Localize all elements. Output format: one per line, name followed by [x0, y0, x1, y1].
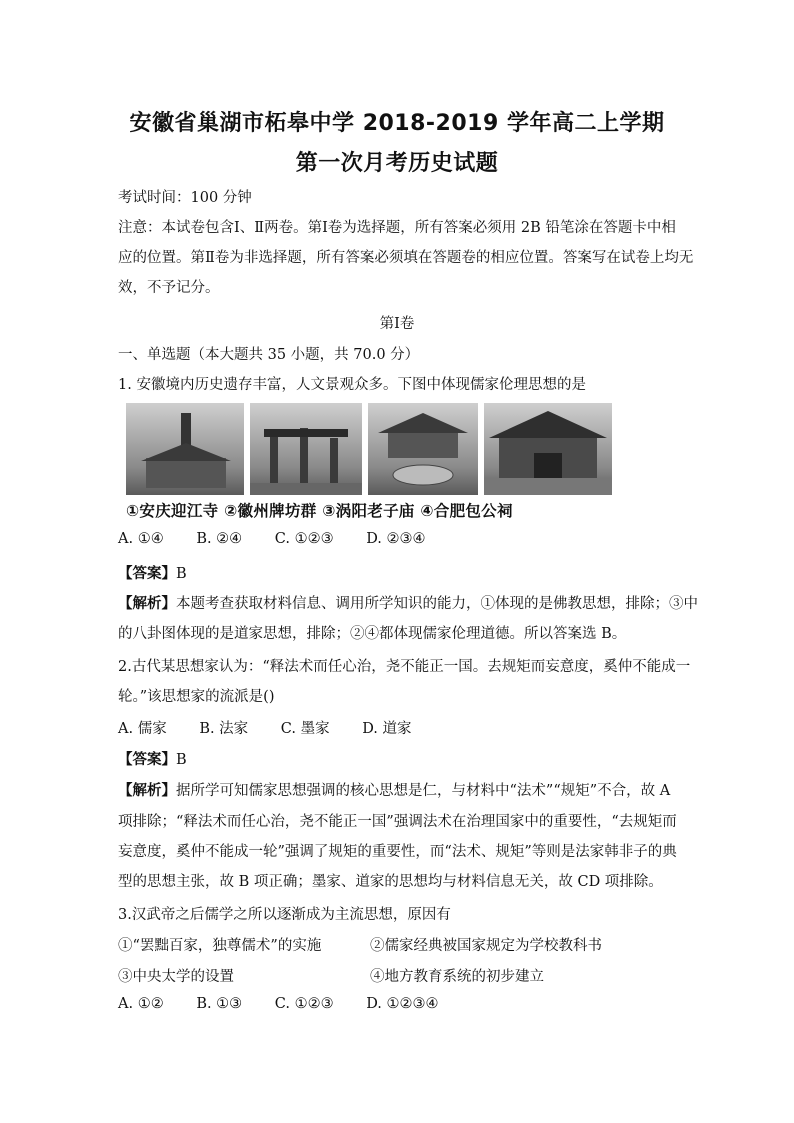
shrine-icon	[484, 403, 612, 495]
section-heading: 一、单选题（本大题共 35 小题，共 70.0 分）	[118, 347, 420, 363]
question-1-analysis-line-1	[118, 592, 698, 613]
archway-icon	[250, 403, 362, 495]
question-1-answer	[118, 562, 187, 583]
question-2-option-a: A. 儒家	[118, 721, 167, 737]
question-3-options	[118, 996, 467, 1012]
question-2-analysis-line-1	[118, 779, 670, 800]
question-2-options	[118, 717, 440, 738]
volume-label: 第Ⅰ卷	[379, 316, 415, 332]
question-1-option-c: C. ①②③	[274, 531, 334, 547]
question-3-stem: 3.汉武帝之后儒学之所以逐渐成为主流思想，原因有	[118, 907, 451, 923]
analysis-text: 本题考查获取材料信息、调用所学知识的能力，①体现的是佛教思想，排除；③中	[176, 596, 698, 612]
question-1-analysis-line-2: 的八卦图体现的是道家思想，排除；②④都体现儒家伦理道德。所以答案选 B。	[118, 626, 627, 642]
question-2-option-c: C. 墨家	[280, 721, 330, 737]
notice-line-2: 应的位置。第Ⅱ卷为非选择题，所有答案必须填在答题卷的相应位置。答案写在试卷上均无	[118, 250, 694, 266]
pagoda-icon	[126, 403, 244, 495]
question-2-analysis-line-2: 项排除；“释法术而任心治，尧不能正一国”强调法术在治理国家中的重要性，“去规矩而	[118, 814, 677, 830]
analysis-label: 【解析】	[118, 783, 176, 799]
question-1-options	[118, 531, 454, 547]
photo-huizhou-archway	[250, 403, 362, 495]
question-3-option-c: C. ①②③	[274, 996, 334, 1012]
question-1-option-a: A. ①④	[118, 531, 164, 547]
question-3-item-3: ③中央太学的设置	[118, 969, 234, 985]
question-1-option-d: D. ②③④	[366, 531, 426, 547]
answer-label: 【答案】	[118, 752, 176, 768]
question-2-stem-line-1: 2.古代某思想家认为：“释法术而任心治，尧不能正一国。去规矩而妄意度，奚仲不能成一	[118, 659, 691, 675]
page-title-line2: 第一次月考历史试题	[295, 151, 499, 176]
exam-time: 考试时间：100 分钟	[118, 190, 252, 206]
question-1-photo-strip	[126, 403, 612, 521]
question-2-stem-line-2: 轮。”该思想家的流派是()	[118, 689, 275, 705]
question-2-option-b: B. 法家	[199, 721, 249, 737]
question-1-stem: 1. 安徽境内历史遗存丰富，人文景观众多。下图中体现儒家伦理思想的是	[118, 377, 586, 393]
question-3-item-2: ②儒家经典被国家规定为学校教科书	[370, 938, 602, 954]
answer-value: B	[176, 566, 187, 582]
question-3-option-b: B. ①③	[196, 996, 243, 1012]
temple-icon	[368, 403, 478, 495]
question-3-option-a: A. ①②	[118, 996, 164, 1012]
question-2-option-d: D. 道家	[362, 721, 412, 737]
analysis-text: 据所学可知儒家思想强调的核心思想是仁，与材料中“法术”“规矩”不合，故 A	[176, 783, 671, 799]
photo-woyang-laozi-temple	[368, 403, 478, 495]
analysis-label: 【解析】	[118, 596, 176, 612]
photo-anqing-temple	[126, 403, 244, 495]
question-2-answer	[118, 748, 187, 769]
question-2-analysis-line-4: 型的思想主张，故 B 项正确；墨家、道家的思想均与材料信息无关，故 CD 项排除。	[118, 874, 663, 890]
question-1-option-b: B. ②④	[196, 531, 243, 547]
answer-value: B	[176, 752, 187, 768]
question-3-item-4: ④地方教育系统的初步建立	[370, 969, 544, 985]
question-2-analysis-line-3: 妄意度，奚仲不能成一轮”强调了规矩的重要性，而“法术、规矩”等则是法家韩非子的典	[118, 844, 677, 860]
page-title-line1: 安徽省巢湖市柘皋中学 2018-2019 学年高二上学期	[129, 111, 665, 136]
answer-label: 【答案】	[118, 566, 176, 582]
question-3-item-1: ①“罢黜百家，独尊儒术”的实施	[118, 938, 322, 954]
notice-line-1: 注意：本试卷包含Ⅰ、Ⅱ两卷。第Ⅰ卷为选择题，所有答案必须用 2B 铅笔涂在答题卡中相	[118, 220, 676, 236]
question-1-photo-caption: ①安庆迎江寺 ②徽州牌坊群 ③涡阳老子庙 ④合肥包公祠	[126, 502, 513, 520]
photo-hefei-baogong-shrine	[484, 403, 612, 495]
question-3-option-d: D. ①②③④	[366, 996, 439, 1012]
notice-line-3: 效，不予记分。	[118, 280, 220, 296]
